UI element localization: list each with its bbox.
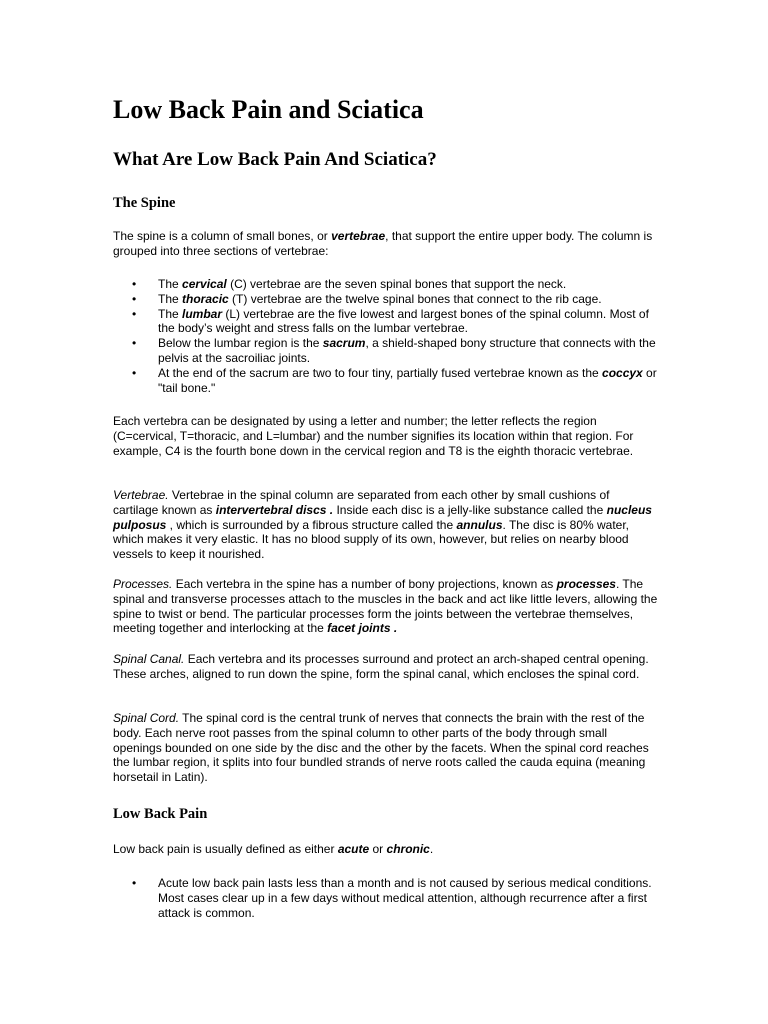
term-thoracic: thoracic [182,291,229,306]
spinal-cord-paragraph: Spinal Cord. The spinal cord is the central trunk of nerves that connects the brain with the rest of the body. Each nerve root passes from the spinal column to other parts of the body through small openings bounded on one side by the disc and the other by the facets. When the spinal cord reaches the lumbar region, it splits into four bundled strands of nerve roots called the cauda equina (meaning horsetail in Latin). [113,711,649,785]
term-acute: acute [337,842,370,856]
list-item: • At the end of the sacrum are two to four tiny, partially fused vertebrae known as the coccyx or "tail bone." [113,366,658,396]
vertebrae-paragraph: Vertebrae. Vertebrae in the spinal column are separated from each other by small cushions of cartilage known as intervertebral discs . Inside each disc is a jelly-like substance called the nucleus pulposus , which is surrounded by a fibrous structure called the annulus. The disc is 80% water, which makes it very elastic. It has no blood supply of its own, however, but relies on nearby blood vessels to keep it nourished. [113,488,652,562]
term-lumbar: lumbar [182,306,223,321]
term-vertebrae: vertebrae [331,229,386,243]
term-sacrum: sacrum [322,336,366,351]
list-item: • The cervical (C) vertebrae are the seven spinal bones that support the neck. [113,277,658,292]
term-chronic: chronic [386,842,430,856]
list-item: • The thoracic (T) vertebrae are the twelve spinal bones that connect to the rib cage. [113,292,658,307]
term-intervertebral-discs: intervertebral discs . [215,502,334,517]
list-item: • The lumbar (L) vertebrae are the five lowest and largest bones of the spinal column. Most of the body’s weight and stress falls on the lumbar vertebrae. [113,307,658,337]
term-facet-joints: facet joints . [327,621,398,636]
paragraph-label: Processes. [113,577,173,591]
paragraph-label: Spinal Canal. [113,652,185,666]
document-subtitle: What Are Low Back Pain And Sciatica? [113,149,437,170]
paragraph-label: Vertebrae. [113,488,169,502]
document-title: Low Back Pain and Sciatica [113,95,424,124]
term-annulus: annulus [456,517,503,532]
term-processes: processes [556,577,616,591]
spine-intro-paragraph: The spine is a column of small bones, or vertebrae, that support the entire upper body. The column is grouped into three sections of vertebrae: [113,229,653,258]
spine-sections-list [113,277,658,395]
term-nucleus-pulposus: nucleus pulposus [113,502,652,532]
term-cervical: cervical [182,277,227,291]
designation-paragraph: Each vertebra can be designated by using a letter and number; the letter reflects the region (C=cervical, T=thoracic, and L=lumbar) and the number signifies its location within that region. For example, C4 is the fourth bone down in the cervical region and T8 is the eighth thoracic vertebrae. [113,414,634,458]
section-heading-spine: The Spine [113,195,176,211]
low-back-pain-list [113,876,658,920]
list-item: • Below the lumbar region is the sacrum, a shield-shaped bony structure that connects with the pelvis at the sacroiliac joints. [113,336,658,366]
paragraph-label: Spinal Cord. [113,711,180,725]
spinal-canal-paragraph: Spinal Canal. Each vertebra and its processes surround and protect an arch-shaped central opening. These arches, aligned to run down the spine, form the spinal canal, which encloses the spinal cord. [113,652,649,681]
low-back-pain-intro: Low back pain is usually defined as either acute or chronic. [113,842,434,856]
list-item: • Acute low back pain lasts less than a month and is not caused by serious medical conditions. Most cases clear up in a few days without medical attention, although recurrence after a first attack is common. [113,876,658,920]
section-heading-low-back-pain: Low Back Pain [113,806,208,822]
term-coccyx: coccyx [602,365,643,380]
processes-paragraph: Processes. Each vertebra in the spine has a number of bony projections, known as processes. The spinal and transverse processes attach to the muscles in the back and act like little levers, allowing the spine to twist or bend. The particular processes form the joints between the vertebrae themselves, meeting together and interlocking at the facet joints . [113,577,658,636]
